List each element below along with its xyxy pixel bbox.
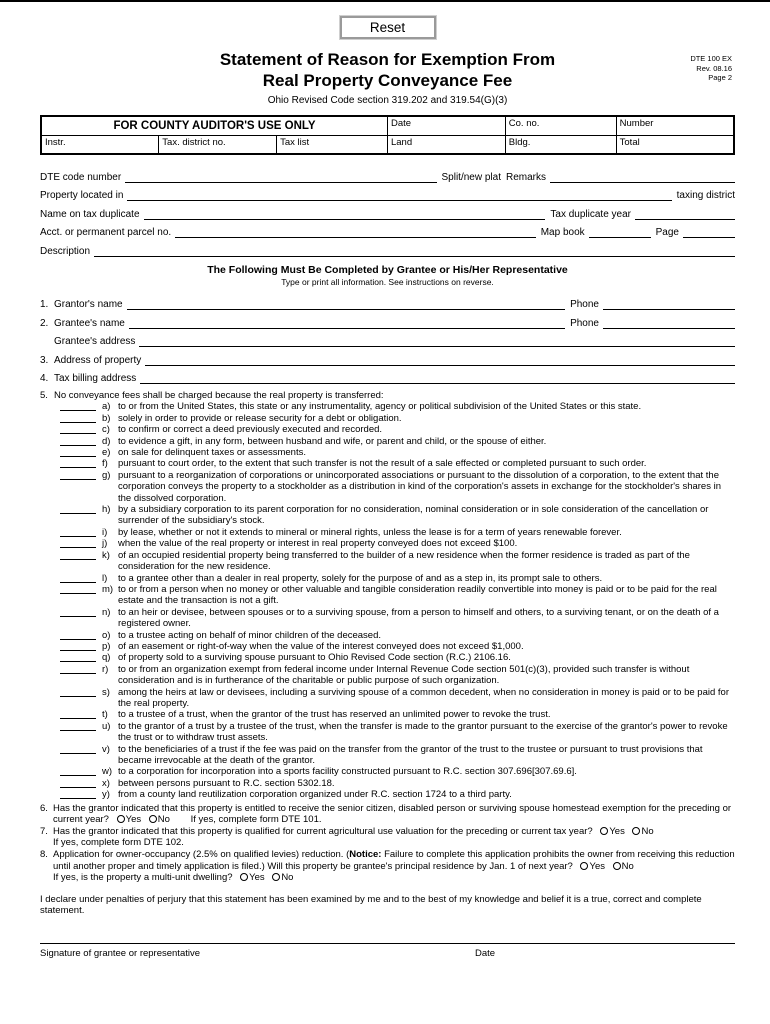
signature-labels-row xyxy=(40,948,735,959)
exemption-option-row xyxy=(60,401,735,412)
form-code: DTE 100 EX xyxy=(690,54,732,63)
exemption-option-blank[interactable] xyxy=(60,401,96,411)
exemption-option-letter: d) xyxy=(102,435,111,447)
grantee-section-instruction: Type or print all information. See instructions on reverse. xyxy=(281,276,494,287)
exemption-option-row xyxy=(60,504,735,527)
exemption-option-row xyxy=(60,664,735,687)
question-6 xyxy=(40,803,735,826)
exemption-option-blank[interactable] xyxy=(60,436,96,446)
grantee-section-heading: The Following Must Be Completed by Grantee or His/Her Representative xyxy=(207,263,568,276)
remarks-label: Remarks xyxy=(505,171,546,183)
description-input[interactable] xyxy=(94,238,735,257)
question-8-notice-label: Notice: xyxy=(349,849,382,860)
item-1-number: 1. xyxy=(40,299,49,310)
signature-label: Signature of grantee or representative xyxy=(40,947,201,959)
exemption-option-blank[interactable] xyxy=(60,538,96,548)
exemption-option-letter: q) xyxy=(102,652,111,664)
q7-yes-label: Yes xyxy=(609,825,625,837)
question-7-followup: If yes, complete form DTE 102. xyxy=(53,837,184,849)
question-8-text-before: Application for owner-occupancy (2.5% on qualified levies) reduction. ( xyxy=(53,849,350,860)
grantor-phone-input[interactable] xyxy=(603,292,735,311)
exemption-option-text: by a subsidiary corporation to its parent corporation for no consideration, nominal consideration or in sole consideration of the cancellation or surrender of the subsidiary's stock. xyxy=(118,504,709,527)
exemption-option-row xyxy=(60,413,735,424)
exemption-option-row xyxy=(60,778,735,789)
property-located-label: Property located in xyxy=(40,190,124,201)
exemption-option-text: pursuant to court order, to the extent that such transfer is not the result of a sale effected or completed pursuant to such order. xyxy=(118,458,647,470)
exemption-option-blank[interactable] xyxy=(60,607,96,617)
exemption-option-row xyxy=(60,584,735,607)
exemption-option-blank[interactable] xyxy=(60,766,96,776)
signature-and-date-line[interactable] xyxy=(40,943,735,944)
form-title-line1: Statement of Reason for Exemption From xyxy=(219,50,556,69)
exemption-option-text: to a corporation for incorporation into a sports facility constructed pursuant to R.C. section 307.696[307.69.6]. xyxy=(118,766,577,778)
auditor-field-date[interactable]: Date xyxy=(387,116,505,135)
exemption-option-text: of an occupied residential property being transferred to the builder of a new residence when the former residence is traded as part of the consideration for the new residence. xyxy=(118,549,690,573)
map-book-input[interactable] xyxy=(589,220,651,239)
grantee-phone-input[interactable] xyxy=(603,310,735,329)
dte-code-number-input[interactable] xyxy=(125,164,436,183)
grantee-address-input[interactable] xyxy=(139,329,735,348)
form-page-number: Page 2 xyxy=(708,73,732,82)
exemption-option-text: to a trustee of a trust, when the grantor of the trust has reserved an unlimited power to revoke the trust. xyxy=(118,709,551,721)
exemption-option-blank[interactable] xyxy=(60,527,96,537)
exemption-option-row xyxy=(60,527,735,538)
taxing-district-label: taxing district xyxy=(676,190,735,201)
exemption-option-text: to evidence a gift, in any form, between husband and wife, or parent and child, or the spouse of either. xyxy=(118,435,547,447)
exemption-option-row xyxy=(60,744,735,767)
property-address-row xyxy=(40,347,735,366)
item-4-number: 4. xyxy=(40,373,49,384)
exemption-intro-text: No conveyance fees shall be charged because the real property is transferred: xyxy=(54,390,384,401)
tax-duplicate-name-input[interactable] xyxy=(144,201,546,220)
item-5-number: 5. xyxy=(40,390,48,401)
exemption-option-row xyxy=(60,573,735,584)
exemption-option-row xyxy=(60,550,735,573)
question-8-followup-row xyxy=(53,872,735,884)
exemption-option-row xyxy=(60,458,735,469)
question-7-number: 7. xyxy=(40,825,48,837)
exemption-option-row xyxy=(60,447,735,458)
exemption-option-row xyxy=(60,766,735,777)
exemption-option-letter: r) xyxy=(102,663,109,675)
date-label: Date xyxy=(475,947,496,959)
question-6-text: Has the grantor indicated that this property is entitled to receive the senior citizen, disabled person or surviving spouse homestead exemption for the preceding or current year? xyxy=(53,802,732,826)
q8-multiunit-no-radio[interactable] xyxy=(272,873,280,881)
split-new-plat-label: Split/new plat xyxy=(441,171,501,183)
description-row xyxy=(40,238,735,257)
dte-code-label: DTE code number xyxy=(40,171,122,183)
exemption-option-letter: s) xyxy=(102,686,110,698)
exemption-option-letter: w) xyxy=(102,766,113,778)
exemption-option-letter: k) xyxy=(102,549,110,561)
exemption-option-letter: h) xyxy=(102,504,111,516)
exemption-option-letter: t) xyxy=(102,709,108,721)
exemption-option-row xyxy=(60,789,735,800)
form-title xyxy=(40,49,735,91)
exemption-option-text: to confirm or correct a deed previously executed and recorded. xyxy=(118,424,383,436)
questions-section xyxy=(40,803,735,884)
parcel-number-input[interactable] xyxy=(175,220,536,239)
exemption-option-text: on sale for delinquent taxes or assessments. xyxy=(118,447,306,459)
name-on-duplicate-label: Name on tax duplicate xyxy=(40,208,140,220)
exemption-option-blank[interactable] xyxy=(60,641,96,651)
item-3-number: 3. xyxy=(40,354,49,366)
grantee-name-row xyxy=(40,310,735,329)
exemption-option-text: pursuant to a reorganization of corporations or unincorporated associations or pursuant to the dissolution of a corporation, to the extent that the corporation conveys the property to a stockholder as a distribution in kind of the corporation's assets in exchange for the stockholder's shares in the dissolved corporation. xyxy=(118,469,721,504)
exemption-option-letter: y) xyxy=(102,789,110,801)
grantee-name-input[interactable] xyxy=(129,310,565,329)
exemption-option-blank[interactable] xyxy=(60,709,96,719)
property-address-label: Address of property xyxy=(54,354,142,366)
exemption-option-text: of an easement or right-of-way when the value of the interest conveyed does not exceed $1,000. xyxy=(118,640,524,652)
top-fields xyxy=(40,164,735,257)
exemption-option-row xyxy=(60,436,735,447)
exemption-option-letter: b) xyxy=(102,412,111,424)
q6-no-radio[interactable] xyxy=(149,815,157,823)
q8-no-radio[interactable] xyxy=(613,862,621,870)
auditor-field-tax-district-no[interactable]: Tax. district no. xyxy=(159,135,277,154)
exemption-option-text: solely in order to provide or release security for a debt or obligation. xyxy=(118,412,402,424)
exemption-option-letter: m) xyxy=(102,583,114,595)
exemption-option-letter: a) xyxy=(102,401,111,413)
exemption-option-row xyxy=(60,687,735,710)
question-8-number: 8. xyxy=(40,849,48,860)
exemption-option-blank[interactable] xyxy=(60,721,96,731)
exemption-option-letter: n) xyxy=(102,606,111,618)
exemption-option-blank[interactable] xyxy=(60,470,96,480)
grantee-phone-label: Phone xyxy=(570,317,599,329)
tax-billing-address-row xyxy=(40,366,735,385)
q8-multiunit-no-label: No xyxy=(281,872,294,884)
reset-button[interactable]: Reset xyxy=(340,16,436,39)
form-subtitle: Ohio Revised Code section 319.202 and 319.54(G)(3) xyxy=(267,95,508,106)
exemption-option-letter: v) xyxy=(102,743,110,755)
exemption-option-text: when the value of the real property or interest in real property conveyed does not exceed $100. xyxy=(118,538,518,550)
q7-no-radio[interactable] xyxy=(632,827,640,835)
q6-no-label: No xyxy=(157,814,170,826)
exemption-option-blank[interactable] xyxy=(60,744,96,754)
q8-multiunit-yes-label: Yes xyxy=(249,872,265,884)
question-7-text: Has the grantor indicated that this property is qualified for current agricultural use valuation for the preceding or current tax year? xyxy=(53,825,593,837)
q8-yes-label: Yes xyxy=(589,860,605,872)
exemption-option-blank[interactable] xyxy=(60,424,96,434)
exemption-option-text: to an heir or devisee, between spouses or to a surviving spouse, from a person to himself and others, to a surviving tenant, or on the death of a registered owner. xyxy=(118,606,719,630)
grantee-fields xyxy=(40,292,735,385)
question-7 xyxy=(40,826,735,849)
grantor-name-input[interactable] xyxy=(127,292,565,311)
exemption-option-letter: e) xyxy=(102,447,111,459)
exemption-option-row xyxy=(60,721,735,744)
form-title-line2: Real Property Conveyance Fee xyxy=(262,71,513,90)
exemption-option-letter: f) xyxy=(102,458,108,470)
exemption-option-letter: i) xyxy=(102,526,108,538)
exemption-option-letter: u) xyxy=(102,720,111,732)
exemption-option-letter: g) xyxy=(102,469,111,481)
question-8-text-after: Failure to complete this application prohibits the owner from receiving this reduction until another proper and timely application is filed.) Will this property be grantee's principal residence by Jan. 1 of next year? xyxy=(53,849,735,872)
property-located-input[interactable] xyxy=(127,183,671,202)
auditor-field-instr[interactable]: Instr. xyxy=(41,135,159,154)
declaration-statement: I declare under penalties of perjury that this statement has been examined by me and to the best of my knowledge and belief it is a true, correct and complete statement. xyxy=(40,893,702,917)
exemption-option-letter: j) xyxy=(102,538,108,550)
grantee-name-label: Grantee's name xyxy=(54,317,125,329)
exemption-option-letter: x) xyxy=(102,777,110,789)
q6-yes-label: Yes xyxy=(125,814,142,826)
grantee-address-row xyxy=(40,329,735,348)
exemption-option-text: to or from an organization exempt from federal income under Internal Revenue Code section 501(c)(3), provided such transfer is without consideration and is in furtherance of the charitable or public purpose of such organization. xyxy=(118,663,690,687)
form-revision: Rev. 08.16 xyxy=(696,63,732,73)
exemption-option-blank[interactable] xyxy=(60,584,96,594)
map-book-label: Map book xyxy=(540,227,585,238)
auditor-table xyxy=(40,115,735,155)
exemption-option-row xyxy=(60,538,735,549)
q7-yes-radio[interactable] xyxy=(600,827,608,835)
tax-duplicate-row xyxy=(40,201,735,220)
exemption-option-text: from a county land reutilization corporation organized under R.C. section 1724 to a third party. xyxy=(118,789,512,801)
exemption-option-blank[interactable] xyxy=(60,652,96,662)
exemption-option-text: of property sold to a surviving spouse pursuant to Ohio Revised Code section (R.C.) 2106.16. xyxy=(118,652,511,664)
q8-multiunit-yes-radio[interactable] xyxy=(240,873,248,881)
exemption-option-row xyxy=(60,630,735,641)
tax-billing-address-input[interactable] xyxy=(140,366,735,385)
exemption-option-blank[interactable] xyxy=(60,458,96,468)
tax-duplicate-year-input[interactable] xyxy=(635,201,735,220)
signature-block xyxy=(40,943,735,959)
exemption-option-letter: o) xyxy=(102,629,111,641)
grantor-name-row xyxy=(40,292,735,311)
exemption-option-row xyxy=(60,709,735,720)
exemption-option-text: to the grantor of a trust by a trustee of the trust, when the transfer is made to the grantor pursuant to the exercise of the grantor's power to revoke the trust or to withdraw trust assets. xyxy=(118,720,728,744)
exemption-option-text: by lease, whether or not it extends to mineral or mineral rights, unless the lease is for a term of years renewable forever. xyxy=(118,526,622,538)
exemption-option-blank[interactable] xyxy=(60,413,96,423)
auditor-field-co-no[interactable]: Co. no. xyxy=(505,116,616,135)
exemption-option-text: among the heirs at law or devisees, including a surviving spouse of a common decedent, when no consideration in money is paid or to be paid for the real property. xyxy=(118,686,729,709)
exemption-option-blank[interactable] xyxy=(60,573,96,583)
page-field-label: Page xyxy=(655,227,679,238)
auditor-field-bldg[interactable]: Bldg. xyxy=(505,135,616,154)
exemption-option-text: to a trustee acting on behalf of minor children of the deceased. xyxy=(118,629,381,641)
grantor-name-label: Grantor's name xyxy=(54,299,123,310)
q7-no-label: No xyxy=(641,825,654,837)
q6-yes-radio[interactable] xyxy=(117,815,125,823)
property-located-row xyxy=(40,183,735,202)
dte-code-row xyxy=(40,164,735,183)
exemption-option-blank[interactable] xyxy=(60,789,96,799)
question-8 xyxy=(40,849,735,884)
exemption-option-letter: p) xyxy=(102,640,111,652)
exemption-option-blank[interactable] xyxy=(60,504,96,514)
exemption-option-letter: l) xyxy=(102,572,108,584)
property-address-input[interactable] xyxy=(145,347,735,366)
auditor-table-title: FOR COUNTY AUDITOR'S USE ONLY xyxy=(41,116,387,135)
q8-yes-radio[interactable] xyxy=(580,862,588,870)
exemption-option-row xyxy=(60,641,735,652)
auditor-field-tax-list[interactable]: Tax list xyxy=(277,135,388,154)
parcel-label: Acct. or permanent parcel no. xyxy=(40,227,172,238)
item-2-number: 2. xyxy=(40,317,49,329)
page-number-input[interactable] xyxy=(683,220,735,239)
reset-button-container xyxy=(40,16,735,39)
exemption-option-text: to a grantee other than a dealer in real property, solely for the purpose of and as a step in, its prompt sale to others. xyxy=(118,572,603,584)
exemption-option-row xyxy=(60,652,735,663)
exemption-option-text: between persons pursuant to R.C. section 5302.18. xyxy=(118,777,335,789)
question-8-followup-text: If yes, is the property a multi-unit dwelling? xyxy=(53,872,233,884)
auditor-field-number[interactable]: Number xyxy=(616,116,734,135)
question-6-followup: If yes, complete form DTE 101. xyxy=(190,814,322,826)
exemption-option-letter: c) xyxy=(102,424,110,436)
exemption-option-blank[interactable] xyxy=(60,687,96,697)
auditor-field-total[interactable]: Total xyxy=(616,135,734,154)
exemption-option-blank[interactable] xyxy=(60,447,96,457)
exemption-option-text: to or from a person when no money or other valuable and tangible consideration readily convertible into money is paid or to be paid for the real estate and the transaction is not a gift. xyxy=(118,583,717,607)
exemption-section xyxy=(40,390,735,801)
exemption-option-blank[interactable] xyxy=(60,664,96,674)
exemption-options-list xyxy=(60,401,735,800)
grantee-address-label: Grantee's address xyxy=(54,336,136,347)
description-label: Description xyxy=(40,245,91,257)
exemption-option-blank[interactable] xyxy=(60,550,96,560)
exemption-option-text: to or from the United States, this state or any instrumentality, agency or political subdivision of the United States or this state. xyxy=(118,401,642,413)
exemption-option-blank[interactable] xyxy=(60,778,96,788)
exemption-option-text: to the beneficiaries of a trust if the fee was paid on the transfer from the grantor of the trust to the trustee or pursuant to trust provisions that became irrevocable at the death of the grantor. xyxy=(118,743,703,766)
remarks-input[interactable] xyxy=(550,164,735,183)
auditor-field-land[interactable]: Land xyxy=(387,135,505,154)
exemption-intro-row xyxy=(40,390,735,401)
tax-billing-address-label: Tax billing address xyxy=(54,373,137,384)
form-meta xyxy=(690,54,732,83)
question-6-number: 6. xyxy=(40,802,48,814)
q8-no-label: No xyxy=(621,860,634,872)
exemption-option-row xyxy=(60,424,735,435)
exemption-option-blank[interactable] xyxy=(60,630,96,640)
exemption-option-row xyxy=(60,607,735,630)
parcel-row xyxy=(40,220,735,239)
exemption-option-row xyxy=(60,470,735,504)
grantor-phone-label: Phone xyxy=(570,299,599,310)
tax-duplicate-year-label: Tax duplicate year xyxy=(550,208,631,220)
